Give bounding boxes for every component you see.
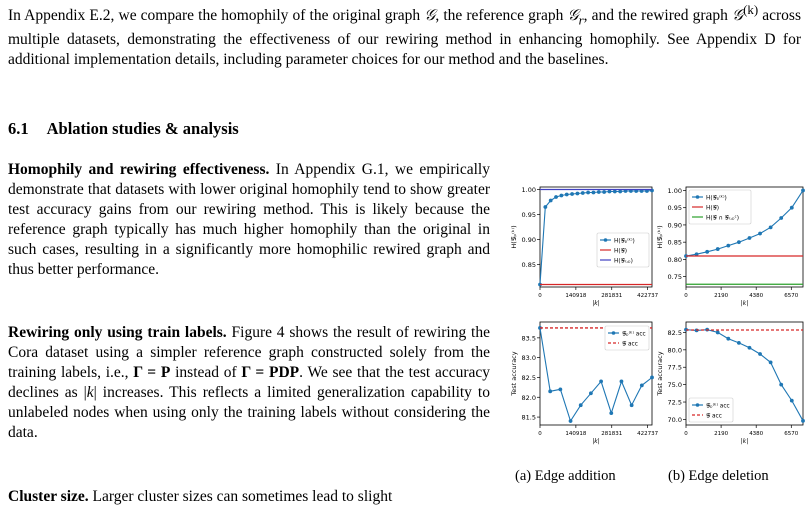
data-point <box>726 244 730 248</box>
data-point <box>570 192 574 196</box>
data-point <box>554 195 558 199</box>
data-point <box>618 190 622 194</box>
data-point <box>716 247 720 251</box>
x-tick-label: 281831 <box>601 293 623 299</box>
data-point <box>589 391 593 395</box>
y-axis-label: H(𝒢ₚ⁽ᵏ⁾) <box>656 225 664 249</box>
legend-marker <box>604 238 608 242</box>
data-point <box>581 191 585 195</box>
y-tick-label: 70.0 <box>667 415 682 424</box>
x-axis-label: |k| <box>740 300 749 307</box>
data-point <box>640 383 644 387</box>
y-axis-label: Test accuracy <box>656 351 664 396</box>
paragraph-heading: Homophily and rewiring effectiveness. <box>8 161 270 178</box>
math-k: k <box>86 384 94 401</box>
cluster-paragraph <box>8 487 490 507</box>
data-point <box>769 225 773 229</box>
y-tick-label: 0.90 <box>667 221 682 230</box>
paragraph-body: Larger cluster sizes can sometimes lead to slight <box>88 488 393 505</box>
data-point <box>620 380 624 384</box>
legend-label: 𝒢 acc <box>622 341 638 348</box>
data-point <box>543 205 547 209</box>
chart-panel-bottom-left <box>510 322 659 445</box>
y-tick-label: 1.00 <box>521 186 536 194</box>
section-title: Ablation studies & analysis <box>46 119 239 138</box>
data-point <box>548 389 552 393</box>
paragraph-body: instead of <box>170 364 242 381</box>
symbol-reference-graph: 𝒢 <box>567 7 579 25</box>
figure-4 <box>503 175 806 445</box>
legend-label: H(𝒢ₚ⁽ᵏ⁾) <box>706 195 727 202</box>
x-tick-label: 6570 <box>784 431 799 437</box>
paragraph-body: . We see that the test accuracy declines as | <box>8 364 490 401</box>
figure-svg <box>503 175 806 445</box>
data-point <box>569 419 573 423</box>
legend-label: H(𝒢) <box>706 205 720 212</box>
data-point <box>726 337 730 341</box>
x-tick-label: 2190 <box>714 431 729 437</box>
data-point <box>559 194 563 198</box>
paragraph-heading: Cluster size. <box>8 488 89 505</box>
x-tick-label: 6570 <box>784 293 799 299</box>
symbol-graph: 𝒢 <box>424 7 436 25</box>
math-gamma-pdp: Γ = PDP <box>241 364 300 381</box>
y-tick-label: 0.85 <box>667 238 682 247</box>
data-point <box>769 360 773 364</box>
data-point <box>599 380 603 384</box>
x-tick-label: 4380 <box>749 293 764 299</box>
legend <box>605 326 649 350</box>
x-axis-label: |k| <box>592 300 600 307</box>
paragraph-body: In Appendix G.1, we empirically demonstrate that datasets with lower original homophily tend to show greater test accuracy gains from our rewiring method. This is likely because the reference graph typically has much higher homophily than the original in such cases, resulting in a significantly more homophilic rewired graph and thus better performance. <box>8 161 490 278</box>
data-point <box>576 192 580 196</box>
data-point <box>801 189 805 193</box>
legend-label: 𝒢ₚ⁽ᵏ⁾ acc <box>706 403 730 410</box>
data-point <box>630 403 634 407</box>
data-point <box>758 352 762 356</box>
data-point <box>597 190 601 194</box>
chart-panel-bottom-right <box>656 322 805 445</box>
data-point <box>716 331 720 335</box>
data-point <box>779 383 783 387</box>
data-point <box>558 387 562 391</box>
legend <box>689 398 733 422</box>
data-point <box>549 199 553 203</box>
x-tick-label: 4380 <box>749 431 764 437</box>
y-tick-label: 72.5 <box>667 398 682 407</box>
x-tick-label: 422737 <box>637 293 659 299</box>
x-tick-label: 2190 <box>714 293 729 299</box>
y-tick-label: 83.5 <box>521 334 536 343</box>
x-tick-label: 140918 <box>565 293 587 299</box>
y-tick-label: 0.95 <box>521 211 536 219</box>
data-point <box>748 236 752 240</box>
intro-text: , the reference graph <box>435 7 568 25</box>
y-axis-label: Test accuracy <box>510 351 518 396</box>
x-tick-label: 0 <box>684 431 688 437</box>
legend-label: H(𝒢ᵣ,ₚ) <box>614 258 633 265</box>
data-point <box>790 206 794 210</box>
y-tick-label: 0.85 <box>521 261 536 269</box>
y-axis-label: H(𝒢ₚ⁽ᵏ⁾) <box>510 225 518 249</box>
legend <box>597 233 649 267</box>
paragraph-body: | increases. This reflects a limited generalization capability to unlabeled nodes when using only the training labels without considering the data. <box>8 384 490 441</box>
intro-text: across multiple datasets, demonstrating the effectiveness of our rewiring method in enhancing homophily. See Appendix D for additional implementation details, including parameter choices for our method and the baselines. <box>8 7 801 69</box>
x-tick-label: 0 <box>684 293 688 299</box>
intro-paragraph <box>8 0 801 70</box>
data-point <box>790 399 794 403</box>
rewiring-paragraph <box>8 323 490 443</box>
y-tick-label: 1.00 <box>667 186 682 195</box>
data-point <box>779 216 783 220</box>
data-point <box>565 193 569 197</box>
y-tick-label: 81.5 <box>521 413 536 422</box>
data-point <box>613 190 617 194</box>
symbol-rewired-graph: 𝒢 <box>732 7 744 25</box>
data-point <box>748 346 752 350</box>
legend <box>689 190 751 224</box>
data-point <box>737 341 741 345</box>
y-tick-label: 80.0 <box>667 346 682 355</box>
data-point <box>608 190 612 194</box>
x-tick-label: 140918 <box>565 431 587 437</box>
x-tick-label: 0 <box>538 293 542 299</box>
paragraph-heading: Rewiring only using train labels. <box>8 324 227 341</box>
superscript-k: (k) <box>743 2 759 17</box>
section-number: 6.1 <box>8 119 29 138</box>
y-tick-label: 83.0 <box>521 354 536 363</box>
legend-label: H(𝒢ₚ⁽ᵏ⁾) <box>614 238 635 245</box>
y-tick-label: 82.0 <box>521 393 536 402</box>
intro-text: In Appendix E.2, we compare the homophily of the original graph <box>8 7 425 25</box>
data-point <box>758 232 762 236</box>
homophily-paragraph <box>8 160 490 280</box>
paragraph-body: Figure 4 shows the result of rewiring the Cora dataset using a simpler reference graph constructed solely from the training labels, i.e., <box>8 324 490 381</box>
legend-label: H(𝒢 ∩ 𝒢ᵣ,ₚᶜ) <box>706 215 740 222</box>
legend-label: 𝒢ₚ⁽ᵏ⁾ acc <box>622 331 646 338</box>
data-point <box>602 190 606 194</box>
data-point <box>705 250 709 254</box>
chart-panel-top-right <box>656 187 805 307</box>
intro-text: , and the rewired graph <box>583 7 733 25</box>
y-tick-label: 75.0 <box>667 381 682 390</box>
legend-marker <box>696 195 700 199</box>
data-point <box>586 191 590 195</box>
y-tick-label: 0.95 <box>667 204 682 213</box>
data-point <box>650 376 654 380</box>
caption-edge-deletion: (b) Edge deletion <box>668 468 769 484</box>
data-point <box>737 240 741 244</box>
section-heading <box>8 119 239 139</box>
chart-panel-top-left <box>510 186 659 307</box>
data-point <box>609 411 613 415</box>
y-tick-label: 0.75 <box>667 273 682 282</box>
y-tick-label: 82.5 <box>667 328 682 337</box>
data-point <box>579 403 583 407</box>
x-tick-label: 281831 <box>601 431 623 437</box>
legend-label: H(𝒢) <box>614 248 628 255</box>
legend-marker <box>612 331 616 335</box>
legend-marker <box>696 403 700 407</box>
subscript-r: r <box>578 12 584 28</box>
legend-label: 𝒢 acc <box>706 413 722 420</box>
x-tick-label: 0 <box>538 431 542 437</box>
y-tick-label: 0.80 <box>667 255 682 264</box>
math-gamma-p: Γ = P <box>133 364 171 381</box>
caption-edge-addition: (a) Edge addition <box>515 468 616 484</box>
y-tick-label: 77.5 <box>667 363 682 372</box>
data-point <box>592 191 596 195</box>
y-tick-label: 82.5 <box>521 373 536 382</box>
x-axis-label: |k| <box>592 438 600 445</box>
x-axis-label: |k| <box>740 438 749 445</box>
x-tick-label: 422737 <box>637 431 659 437</box>
data-point <box>801 419 805 423</box>
y-tick-label: 0.90 <box>521 236 536 244</box>
